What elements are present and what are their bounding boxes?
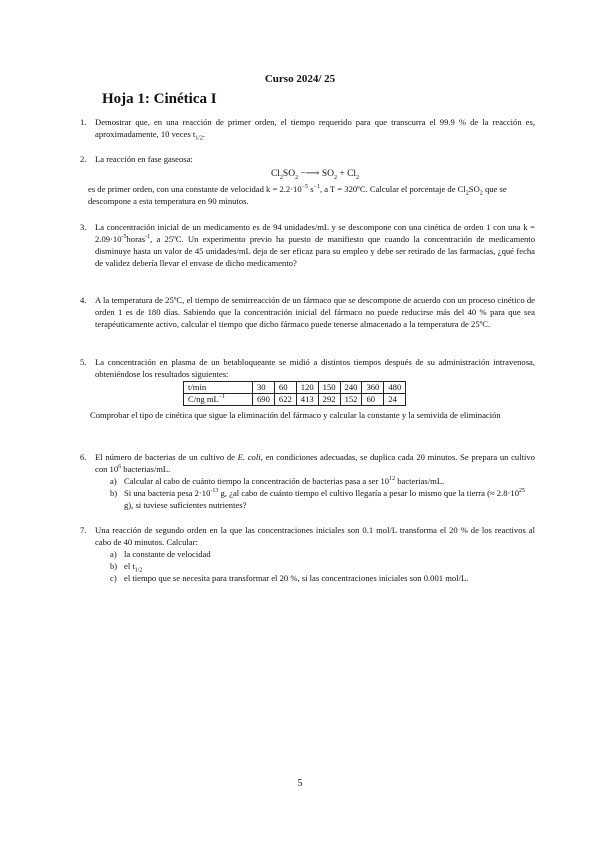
problem-text xyxy=(95,221,535,269)
problem-number: 2. xyxy=(80,154,87,164)
problem-body xyxy=(88,183,535,207)
text-run: , a T = 320ºC. Calcular el porcentaje de Cl xyxy=(319,184,466,194)
subscript: 1/2 xyxy=(195,135,203,142)
table-cell: 622 xyxy=(274,394,296,406)
text-run: g), si tuviese suficientes nutrientes? xyxy=(124,500,247,510)
subscript: 2 xyxy=(356,174,360,181)
subscript: 2 xyxy=(279,174,283,181)
reaction-arrow: −⟶ xyxy=(298,169,322,179)
subquestion-text: la constante de velocidad xyxy=(124,549,211,559)
text-run: SO xyxy=(468,184,480,194)
text-run: + Cl xyxy=(336,169,357,179)
problem-5 xyxy=(80,356,535,421)
text-run: es de primer orden, con una constante de velocidad k = 2.2·10 xyxy=(88,184,302,194)
problem-1 xyxy=(80,116,535,140)
text-run: El número de bacterias de un cultivo de xyxy=(95,452,238,462)
problem-text xyxy=(95,153,535,180)
subquestion-a xyxy=(110,475,535,487)
text-run: s xyxy=(308,184,314,194)
text-run: SO xyxy=(282,169,296,179)
table-cell: 480 xyxy=(384,382,406,394)
text-run: , en condiciones adecuadas, se duplica cada 20 minutos. Se prepara un cultivo con 10 xyxy=(95,452,535,474)
problem-number: 7. xyxy=(80,525,87,535)
page-number: 5 xyxy=(297,778,303,789)
table-cell: 292 xyxy=(318,394,340,406)
subquestion-text xyxy=(124,560,535,572)
subquestion-b xyxy=(110,487,535,511)
superscript: 25 xyxy=(519,488,526,495)
problem-outro: Comprobar el tipo de cinética que sigue la eliminación del fármaco y calcular la constante y la semivida de eliminación xyxy=(90,410,501,420)
subquestion-b xyxy=(110,560,535,572)
problem-text xyxy=(95,116,535,140)
problem-text: A la temperatura de 25ºC, el tiempo de semirreacción de un fármaco que se descompone de acuerdo con un proceso cinético de orden 1 es de 180 días. Sabiendo que la concentración inicial del fármaco no puede reducirse más del 40 % para que sea terapéuticamente activo, calcular el tiempo que dicho fármaco puede tenerse almacenado a la temperatura de 25ºC. xyxy=(95,295,535,329)
problem-number: 4. xyxy=(80,295,87,305)
text-run: Demostrar que, en una reacción de primer orden, el tiempo requerido para que transcurra el 99.9 % de la reacción es, aproximadamente, 10 veces t xyxy=(95,117,535,139)
subquestion-label: c) xyxy=(110,573,117,583)
problem-number: 5. xyxy=(80,357,87,367)
subquestion-c xyxy=(110,572,535,584)
superscript: -1 xyxy=(145,234,151,241)
text-run: horas xyxy=(126,234,146,244)
subquestion-label: a) xyxy=(110,476,117,486)
problem-text: Una reacción de segundo orden en la que las concentraciones iniciales son 0.1 mol/L transforma el 20 % de los reactivos al cabo de 40 minutos. Calcular: xyxy=(95,525,535,547)
table-cell: 60 xyxy=(274,382,296,394)
subquestion-text: el tiempo que se necesita para transformar el 20 %, si las concentraciones iniciales son 0.001 mol/L. xyxy=(124,573,469,583)
table-cell: 120 xyxy=(296,382,318,394)
table-row xyxy=(184,382,406,394)
subquestion-label: b) xyxy=(110,488,118,498)
text-run: SO xyxy=(321,169,334,179)
superscript: -13 xyxy=(210,488,219,495)
text-run: , a 25ºC. Un experimento previo ha puesto de manifiesto que cuando la concentración de medicamento disminuye hasta un valor de 45 unidades/mL deja de ser eficaz para su empleo y debe ser retirado de las farmacias, ¿qué fecha de validez debería llevar el envase de dicho medicamento? xyxy=(95,234,535,268)
table-cell: 413 xyxy=(296,394,318,406)
table-cell: 690 xyxy=(253,394,275,406)
problem-number: 1. xyxy=(80,117,87,127)
row-header xyxy=(184,394,253,406)
text-run: La concentración inicial de un medicamento es de 94 unidades/mL y se descompone con una cinética de orden 1 con una k = 2.09·10 xyxy=(95,222,535,244)
sheet-title: Hoja 1: Cinética I xyxy=(102,91,217,107)
problem-4 xyxy=(80,294,535,330)
superscript: 6 xyxy=(118,464,122,471)
table-cell: 60 xyxy=(362,394,384,406)
text-run: que se descompone a esta temperatura en 90 minutos. xyxy=(88,184,507,206)
problem-number: 3. xyxy=(80,222,87,232)
data-table xyxy=(183,381,406,406)
subscript: 2 xyxy=(295,174,299,181)
subscript: 2 xyxy=(465,190,469,197)
text-run: . xyxy=(202,129,206,139)
superscript: -5 xyxy=(121,234,127,241)
row-header: t/min xyxy=(184,382,253,394)
subquestion-label: b) xyxy=(110,561,118,571)
text-run: g, ¿al cabo de cuánto tiempo el cultivo llegaría a pesar lo mismo que la tierra (≈ 2.8·10 xyxy=(218,488,520,498)
problem-3 xyxy=(80,221,535,269)
subquestion-a xyxy=(110,548,535,560)
superscript: −1 xyxy=(313,184,320,191)
table-cell: 240 xyxy=(340,382,362,394)
course-header: Curso 2024/ 25 xyxy=(264,73,336,85)
problem-intro: La concentración en plasma de un betabloqueante se midió a distintos tiempos después de su administración intravenosa, obteniéndose los resultados siguientes: xyxy=(95,357,535,379)
subquestion-label: a) xyxy=(110,549,117,559)
table-cell: 150 xyxy=(318,382,340,394)
table-cell: 360 xyxy=(362,382,384,394)
table-cell: 152 xyxy=(340,394,362,406)
text-run: Cl xyxy=(270,169,280,179)
subquestion-text xyxy=(124,487,535,511)
text-run: C/ng mL xyxy=(188,394,219,404)
problem-2 xyxy=(80,153,535,207)
text-run: Si una bacteria pesa 2·10 xyxy=(124,488,211,498)
subquestion-text xyxy=(124,475,535,487)
table-row xyxy=(184,394,406,406)
reaction-equation xyxy=(95,168,535,180)
problem-text xyxy=(95,356,535,406)
subscript: 2 xyxy=(479,190,483,197)
problem-text xyxy=(95,451,535,475)
problem-intro: La reacción en fase gaseosa: xyxy=(95,154,193,164)
text-run: Calcular al cabo de cuánto tiempo la concentración de bacterias pasa a ser 10 xyxy=(124,476,390,486)
problem-6 xyxy=(80,451,535,511)
problem-number: 6. xyxy=(80,452,87,462)
superscript: 12 xyxy=(389,476,396,483)
problem-7 xyxy=(80,524,535,584)
superscript: −1 xyxy=(218,394,226,401)
subscript: 1/2 xyxy=(134,567,143,574)
text-run: bacterias/mL. xyxy=(121,464,171,474)
table-cell: 24 xyxy=(384,394,406,406)
species-name: E. coli xyxy=(237,452,261,462)
text-run: bacterias/mL. xyxy=(395,476,445,486)
superscript: −5 xyxy=(301,184,309,191)
table-cell: 30 xyxy=(253,382,275,394)
subscript: 2 xyxy=(333,174,337,181)
text-run: el t xyxy=(124,561,135,571)
